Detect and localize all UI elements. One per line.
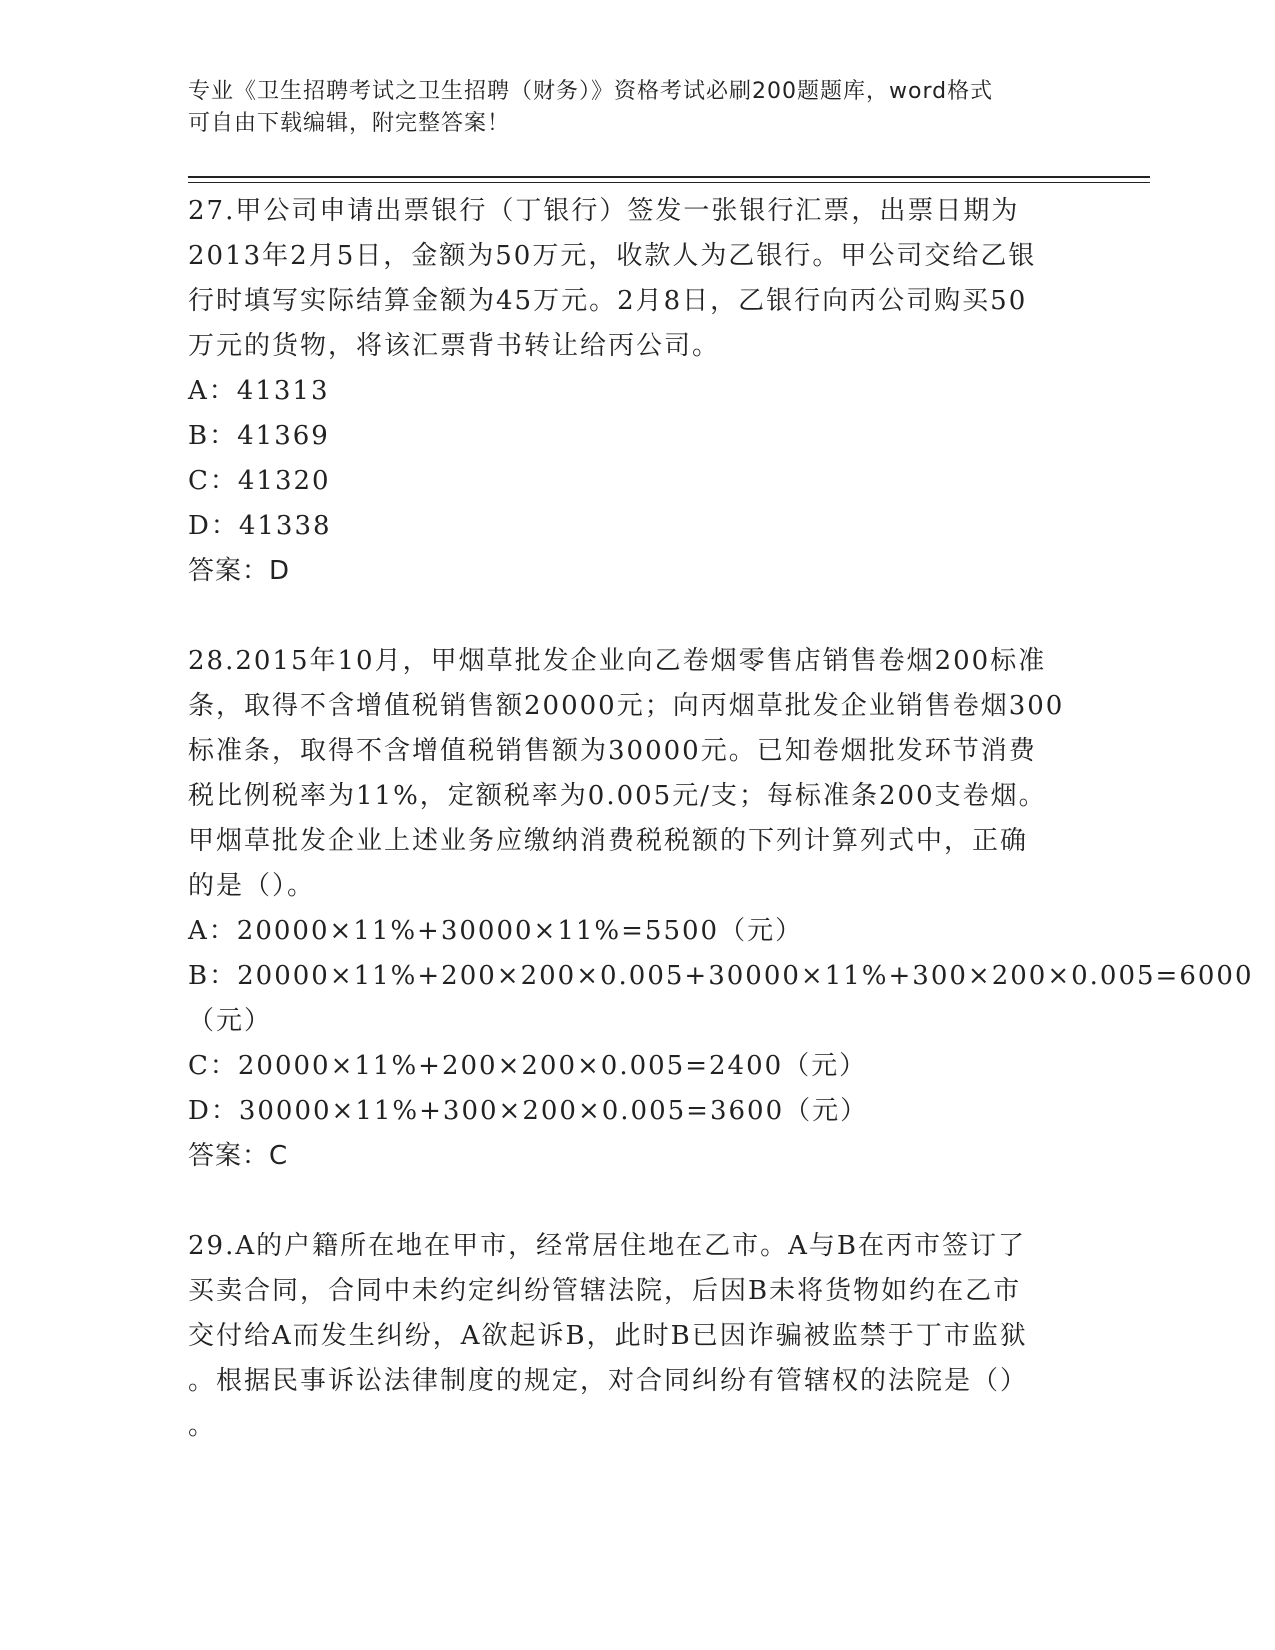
question-text-line: 税比例税率为11%，定额税率为0.005元/支；每标准条200支卷烟。 <box>188 781 1047 811</box>
option-b: B：41369 <box>188 421 330 451</box>
header-divider-thin <box>188 182 1150 183</box>
answer: 答案：D <box>188 556 291 586</box>
question-text-line: 29.A的户籍所在地在甲市，经常居住地在乙市。A与B在丙市签订了 <box>188 1231 1027 1261</box>
spacer <box>188 594 1088 639</box>
document-header <box>188 76 1068 140</box>
question-text-line: 。根据民事诉讼法律制度的规定，对合同纠纷有管辖权的法院是（） <box>188 1366 1029 1396</box>
question-text-line: 标准条，取得不含增值税销售额为30000元。已知卷烟批发环节消费 <box>188 736 1037 766</box>
header-divider-thick <box>188 176 1150 178</box>
question-27 <box>188 189 1088 594</box>
question-29 <box>188 1224 1088 1449</box>
question-list <box>188 189 1254 1449</box>
option-a: A：41313 <box>188 376 330 406</box>
question-text-line: 甲烟草批发企业上述业务应缴纳消费税税额的下列计算列式中，正确 <box>188 826 1029 856</box>
option-b-continued: （元） <box>188 1006 273 1036</box>
question-text-line: 交付给A而发生纠纷，A欲起诉B，此时B已因诈骗被监禁于丁市监狱 <box>188 1321 1028 1351</box>
question-text-line: 。 <box>188 1411 217 1441</box>
answer: 答案：C <box>188 1141 289 1171</box>
question-text-line: 27.甲公司申请出票银行（丁银行）签发一张银行汇票，出票日期为 <box>188 196 1020 226</box>
header-line: 专业《卫生招聘考试之卫生招聘（财务）》资格考试必刷200题题库，word格式 <box>188 79 994 104</box>
header-line: 可自由下载编辑，附完整答案！ <box>188 111 511 136</box>
option-c: C：41320 <box>188 466 331 496</box>
question-text-line: 买卖合同，合同中未约定纠纷管辖法院，后因B未将货物如约在乙市 <box>188 1276 1022 1306</box>
option-d: D：41338 <box>188 511 332 541</box>
option-a: A：20000×11%+30000×11%=5500（元） <box>188 916 804 946</box>
question-text-line: 2013年2月5日，金额为50万元，收款人为乙银行。甲公司交给乙银 <box>188 241 1037 271</box>
option-d: D：30000×11%+300×200×0.005=3600（元） <box>188 1096 869 1126</box>
question-text-line: 万元的货物，将该汇票背书转让给丙公司。 <box>188 331 721 361</box>
spacer <box>188 1179 1088 1224</box>
option-c: C：20000×11%+200×200×0.005=2400（元） <box>188 1051 868 1081</box>
option-b: B：20000×11%+200×200×0.005+30000×11%+300×200×0.005=6000 <box>188 961 1254 991</box>
question-text-line: 行时填写实际结算金额为45万元。2月8日，乙银行向丙公司购买50 <box>188 286 1028 316</box>
question-text-line: 28.2015年10月，甲烟草批发企业向乙卷烟零售店销售卷烟200标准 <box>188 646 1047 676</box>
question-28 <box>188 639 1254 1179</box>
question-text-line: 条，取得不含增值税销售额20000元；向丙烟草批发企业销售卷烟300 <box>188 691 1065 721</box>
question-text-line: 的是（）。 <box>188 871 316 901</box>
